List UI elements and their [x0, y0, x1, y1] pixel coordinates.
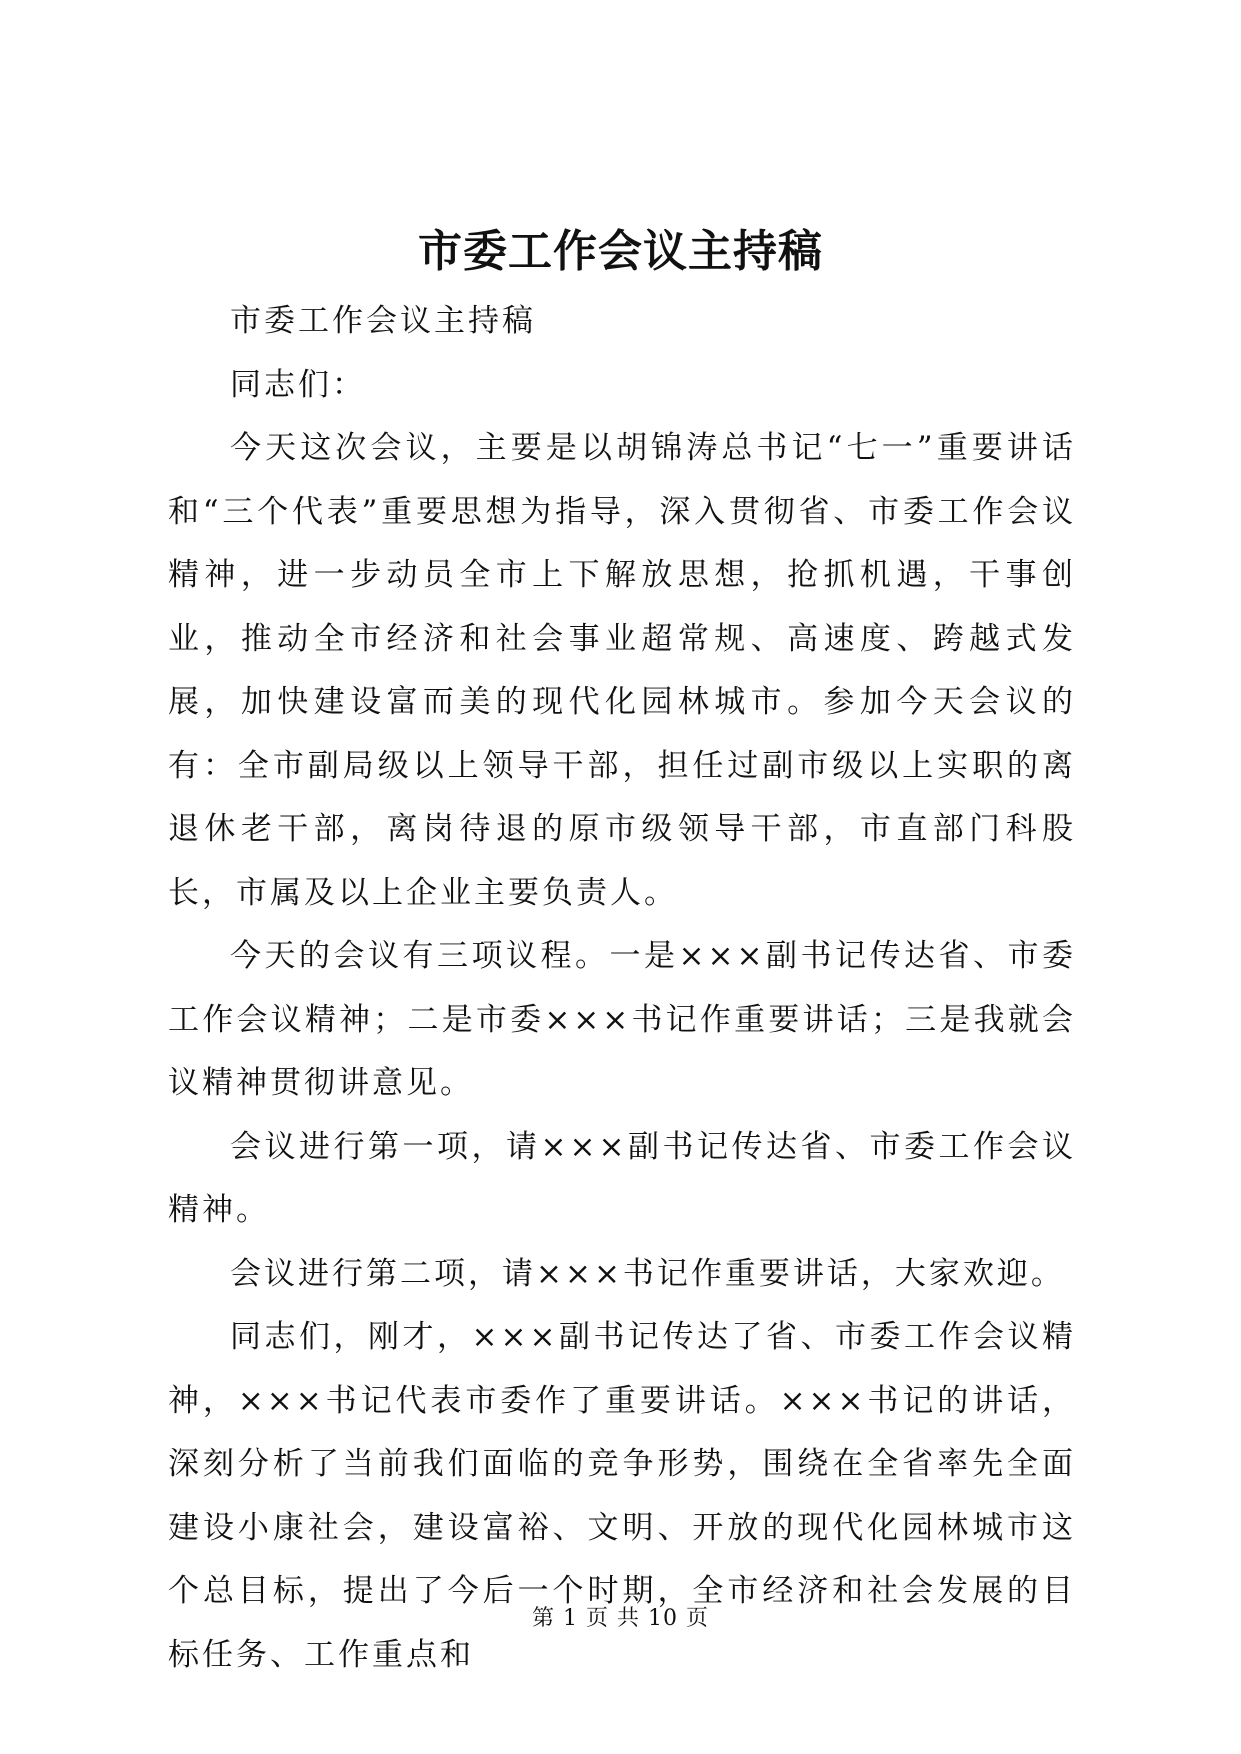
- paragraph-item-two: 会议进行第二项，请×××书记作重要讲话，大家欢迎。: [230, 1255, 1065, 1292]
- document-body: [168, 290, 1076, 1687]
- paragraph-agenda: 今天的会议有三项议程。一是×××副书记传达省、市委工作会议精神；二是市委×××书记作重要讲话；三是我就会议精神贯彻讲意见。: [168, 938, 1076, 1101]
- paragraph-purpose: 今天这次会议，主要是以胡锦涛总书记“七一”重要讲话和“三个代表”重要思想为指导，深入贯彻省、市委工作会议精神，进一步动员全市上下解放思想，抢抓机遇，干事创业，推动全市经济和社会事业超常规、高速度、跨越式发展，加快建设富而美的现代化园林城市。参加今天会议的有：全市副局级以上领导干部，担任过副市级以上实职的离退休老干部，离岗待退的原市级领导干部，市直部门科股长，市属及以上企业主要负责人。: [168, 430, 1076, 911]
- page-footer: 第 1 页 共 10 页: [532, 1606, 709, 1631]
- paragraph-subtitle: 市委工作会议主持稿: [230, 303, 536, 339]
- paragraph-summary: 同志们，刚才，×××副书记传达了省、市委工作会议精神，×××书记代表市委作了重要讲话。×××书记的讲话，深刻分析了当前我们面临的竞争形势，围绕在全省率先全面建设小康社会，建设富裕、文明、开放的现代化园林城市这个总目标，提出了今后一个时期，全市经济和社会发展的目标任务、工作重点和: [168, 1319, 1076, 1673]
- document-title: 市委工作会议主持稿: [418, 226, 823, 277]
- paragraph-salutation: 同志们：: [230, 366, 366, 403]
- paragraph-item-one: 会议进行第一项，请×××副书记传达省、市委工作会议精神。: [168, 1128, 1076, 1228]
